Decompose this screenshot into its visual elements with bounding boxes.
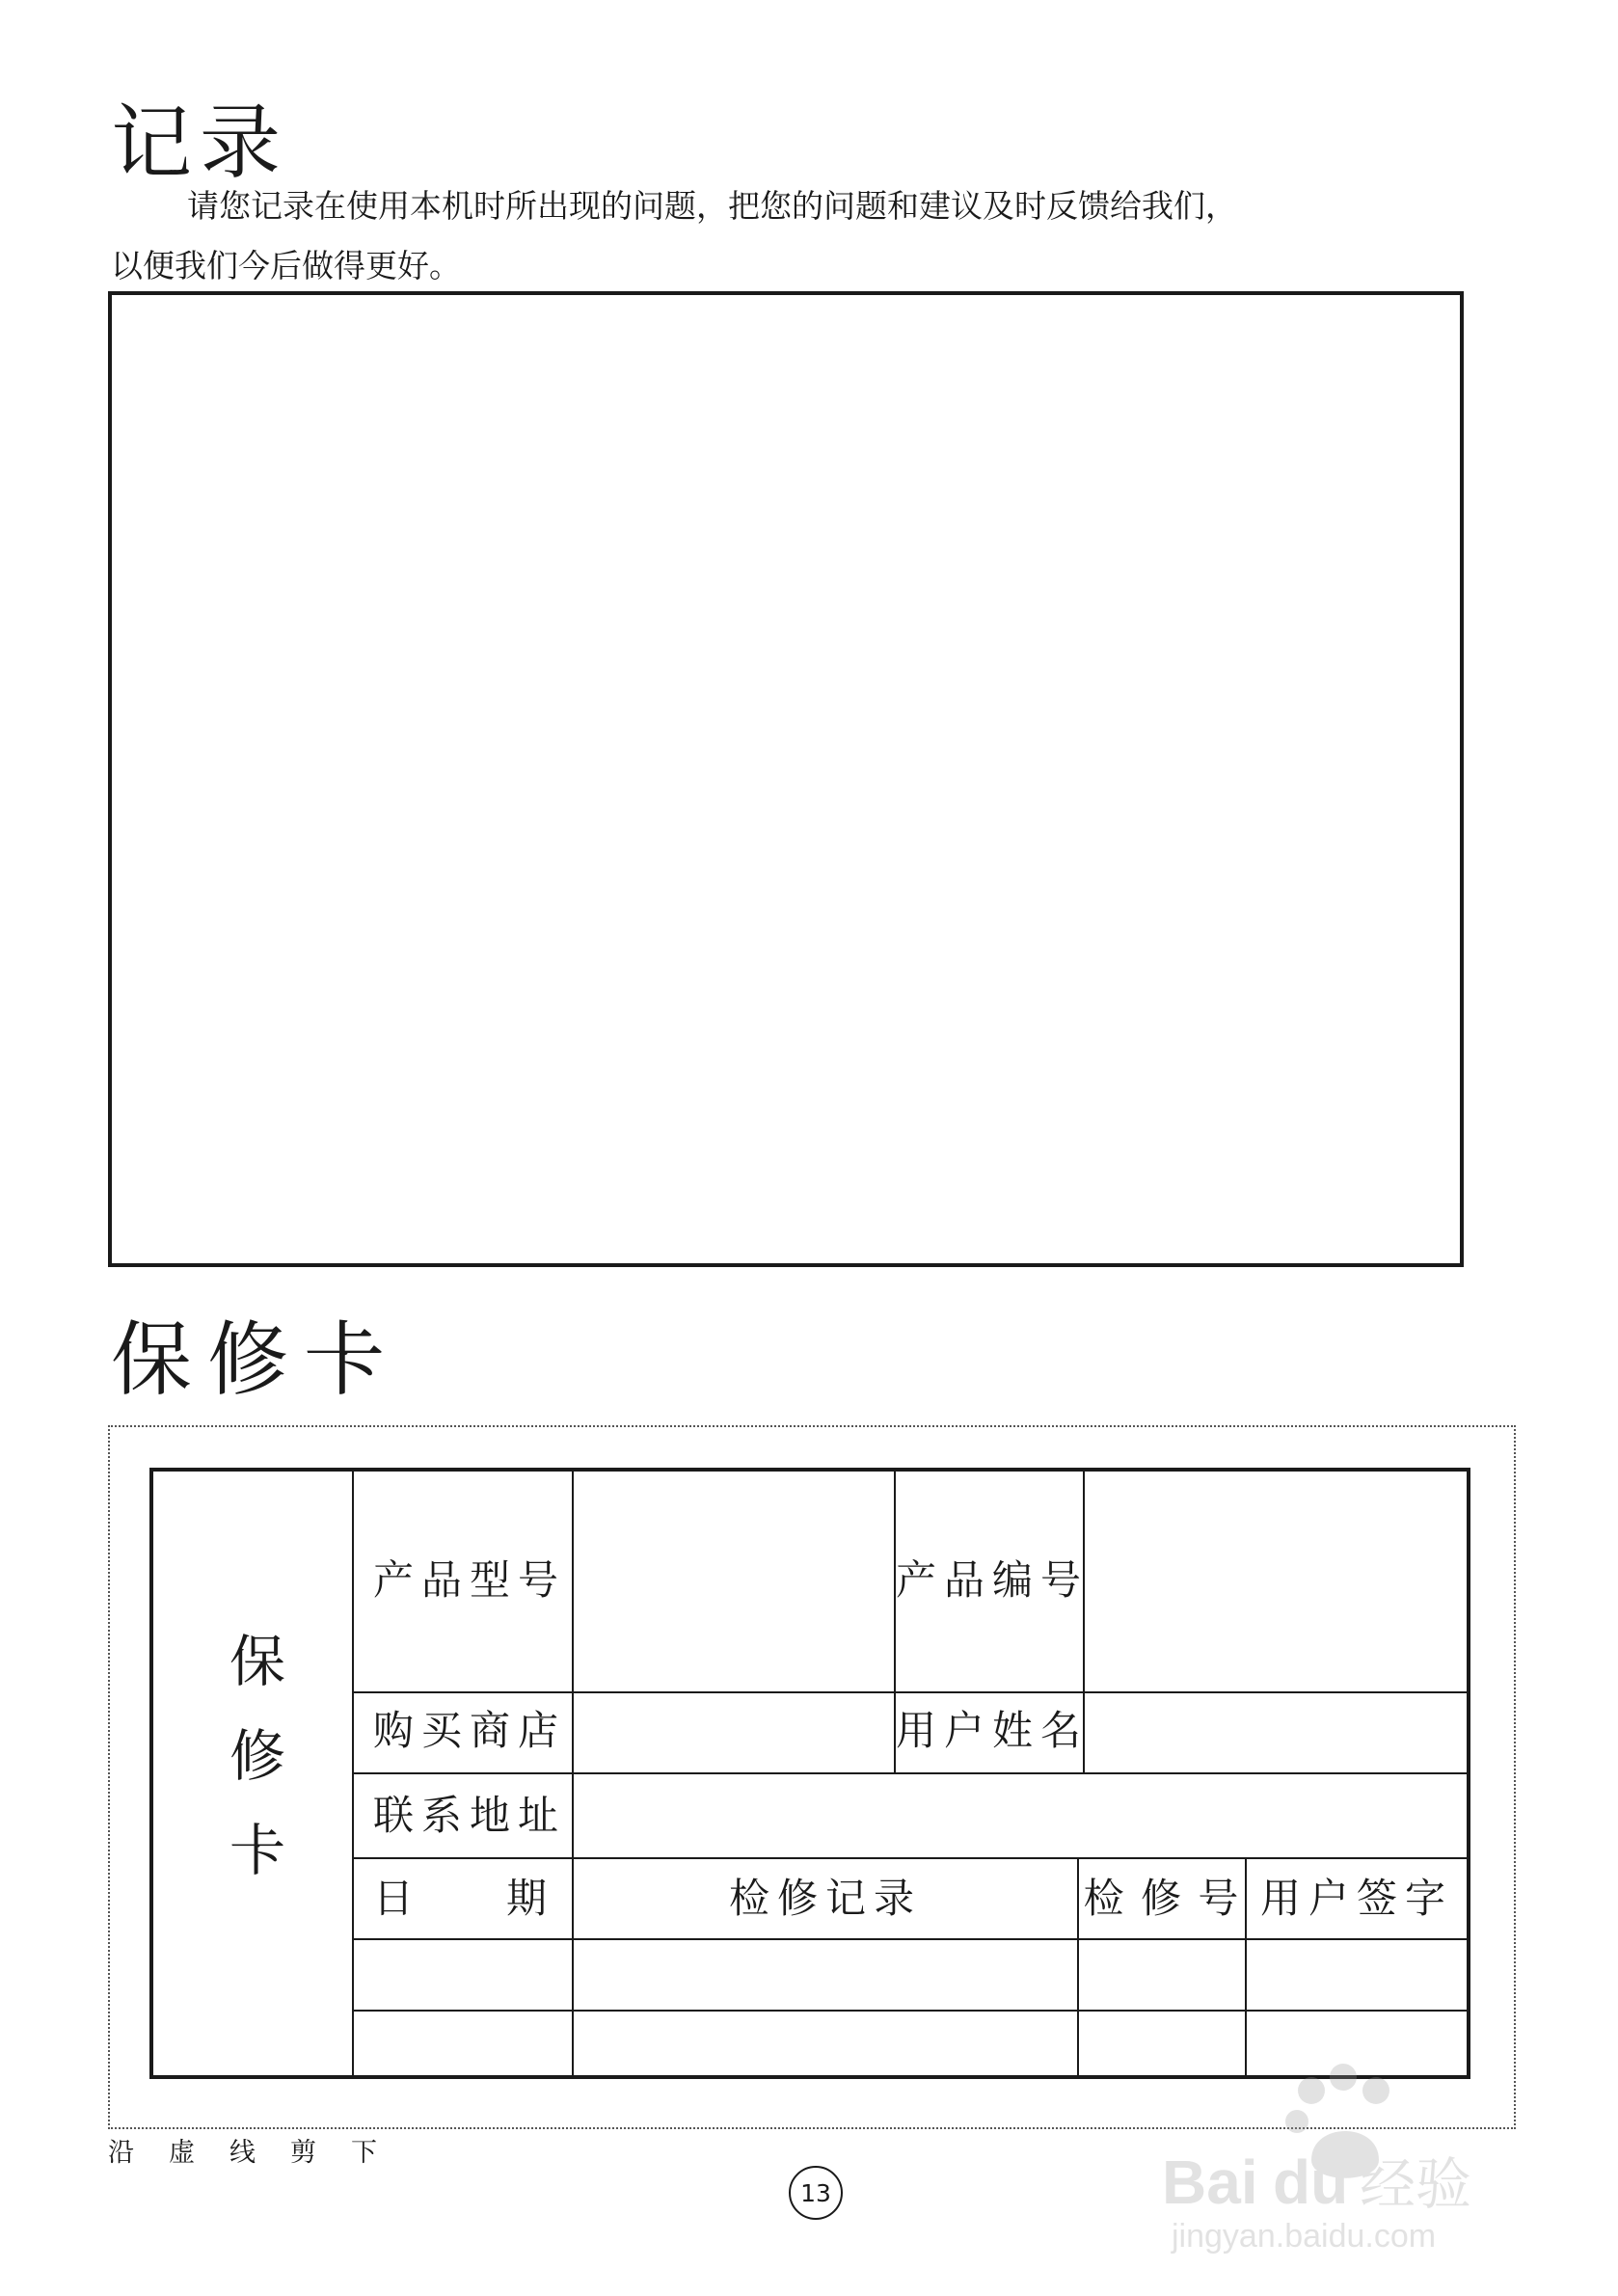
label-purchase-store: 购买商店 <box>373 1707 567 1754</box>
field-repair-no-row-1[interactable] <box>1079 1940 1245 2010</box>
baidu-jingyan-watermark <box>1152 2054 1538 2256</box>
label-date-right: 期 <box>506 1875 555 1922</box>
label-product-serial: 产品编号 <box>896 1556 1090 1604</box>
svg-text:jingyan.baidu.com: jingyan.baidu.com <box>1172 2218 1437 2255</box>
field-date-row-1[interactable] <box>354 1940 572 2010</box>
field-purchase-store[interactable] <box>574 1693 894 1772</box>
card-title-vertical: 保修卡 <box>220 1632 285 1915</box>
svg-text:经验: 经验 <box>1360 2151 1472 2217</box>
label-user-name: 用户姓名 <box>896 1707 1090 1754</box>
cut-along-dotted-line-note: 沿虚线剪下 <box>108 2138 412 2168</box>
label-repair-no: 检 修 号 <box>1083 1875 1241 1922</box>
label-repair-record: 检修记录 <box>728 1875 922 1922</box>
svg-text:Bai: Bai <box>1162 2147 1258 2217</box>
field-product-serial[interactable] <box>1085 1472 1467 1691</box>
record-intro-line-1: 请您记录在使用本机时所出现的问题，把您的问题和建议及时反馈给我们， <box>187 187 1237 225</box>
card-row-line-3 <box>352 1857 1467 1859</box>
field-user-name[interactable] <box>1085 1693 1467 1772</box>
field-date-row-2[interactable] <box>354 2012 572 2075</box>
label-date-left: 日 <box>373 1875 422 1922</box>
warranty-title: 保修卡 <box>111 1312 401 1407</box>
field-repair-record-row-2[interactable] <box>574 2012 1077 2075</box>
record-intro-line-2: 以便我们今后做得更好。 <box>111 247 461 284</box>
label-product-model: 产品型号 <box>373 1556 567 1604</box>
label-user-signature: 用户签字 <box>1259 1875 1453 1922</box>
card-side-title <box>153 1472 352 2075</box>
field-repair-record-row-1[interactable] <box>574 1940 1077 2010</box>
warranty-card <box>149 1468 1470 2079</box>
field-contact-address[interactable] <box>574 1774 1467 1857</box>
field-signature-row-1[interactable] <box>1247 1940 1467 2010</box>
label-contact-address: 联系地址 <box>373 1792 567 1839</box>
record-writing-box[interactable] <box>108 291 1464 1267</box>
record-title: 记录 <box>111 95 289 190</box>
svg-text:du: du <box>1273 2147 1349 2217</box>
field-product-model[interactable] <box>574 1472 894 1691</box>
page-number: 13 <box>789 2166 843 2220</box>
